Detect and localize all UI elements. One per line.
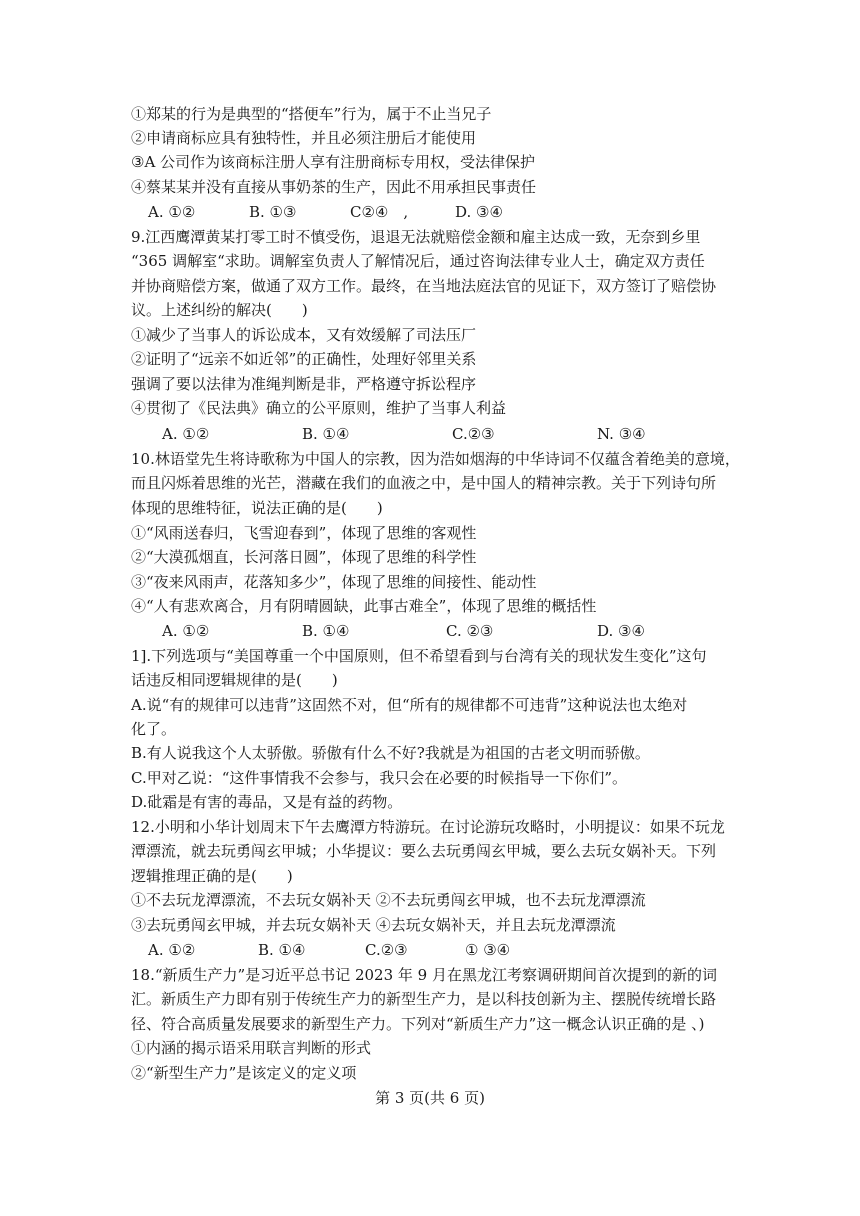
answer-statement-3: ③A 公司作为该商标注册人享有注册商标专用权，受法律保护: [131, 153, 536, 171]
question-9-statement: ①减少了当事人的诉讼成本，又有效缓解了司法压厂: [131, 326, 477, 344]
question-13-stem: 汇。新质生产力即有别于传统生产力的新型生产力，是以科技创新为主、摆脱传统增长路: [131, 990, 717, 1008]
question-12-stem: 潭漂流，就去玩勇闯玄甲城；小华提议：要么去玩勇闯玄甲城，要么去玩女娲补天。下列: [131, 842, 717, 860]
question-10-statement: ④“人有悲欢离合，月有阴晴圆缺，此事古难全”，体现了思维的概括性: [131, 597, 597, 615]
question-12-stem: 逻辑推理正确的是( ): [131, 867, 293, 885]
option-c: C②④ ,: [350, 203, 409, 221]
question-9-statement: ④贯彻了《民法典》确立的公平原则，维护了当事人利益: [131, 399, 507, 417]
option-b: B. ①④: [258, 941, 306, 959]
question-9-statement: 强调了要以法律为准绳判断是非，严格遵守拆讼程序: [131, 375, 477, 393]
option-d: ① ③④: [465, 941, 511, 959]
option-b: B. ①④: [302, 425, 350, 443]
option-c: C.②③: [365, 941, 408, 959]
option-b: B. ①④: [302, 622, 350, 640]
question-9-stem: “365 调解室“求助。调解室负责人了解情况后，通过咨询法律专业人士，确定双方责任: [131, 252, 705, 270]
answer-statement-2: ②申请商标应具有独特性，并且必须注册后才能使用: [131, 129, 477, 147]
question-11-stem: 1].下列选项与“美国尊重一个中国原则，但不希望看到与台湾有关的现状发生变化”这句: [131, 647, 707, 665]
question-9-stem: 并协商赔偿方案，做通了双方工作。最终，在当地法庭法官的见证下，双方签订了赔偿协: [131, 277, 717, 295]
page-number-footer: 第 3 页(共 6 页): [375, 1089, 485, 1107]
question-13-statement: ①内涵的揭示语采用联言判断的形式: [131, 1039, 372, 1057]
question-9-stem: 议。上述纠纷的解决( ): [131, 301, 308, 319]
question-12-statement: ③去玩勇闯玄甲城，并去玩女娲补天 ④去玩女娲补天，并且去玩龙潭漂流: [131, 916, 616, 934]
question-10-statement: ①“风雨送春归，飞雪迎春到”，体现了思维的客观性: [131, 524, 477, 542]
question-11-option-b: B.有人说我这个人太骄傲。骄傲有什么不好?我就是为祖国的古老文明而骄傲。: [131, 744, 650, 762]
answer-statement-4: ④蔡某某并没有直接从事奶茶的生产，因此不用承担民事责任: [131, 178, 537, 196]
question-10-statement: ②“大漠孤烟直，长河落日圆”，体现了思维的科学性: [131, 548, 477, 566]
question-11-option-d: D.砒霜是有害的毒品，又是有益的药物。: [131, 793, 403, 811]
question-9-stem: 9.江西鹰潭黄某打零工时不慎受伤，退退无法就赔偿金额和雇主达成一致，无奈到乡里: [131, 228, 701, 246]
option-d: D. ③④: [597, 622, 645, 640]
question-10-statement: ③“夜来风雨声，花落知多少”，体现了思维的间接性、能动性: [131, 573, 537, 591]
option-a: A. ①②: [162, 425, 210, 443]
question-12-statement: ①不去玩龙潭漂流，不去玩女娲补天 ②不去玩勇闯玄甲城，也不去玩龙潭漂流: [131, 891, 646, 909]
question-12-stem: 12.小明和小华计划周末下午去鹰潭方特游玩。在讨论游玩攻略时，小明提议：如果不玩龙: [131, 818, 725, 836]
question-10-stem: 10.林语堂先生将诗歌称为中国人的宗教，因为浩如烟海的中华诗词不仅蕴含着绝美的意境，: [131, 450, 740, 468]
option-a: A. ①②: [162, 622, 210, 640]
option-b: B. ①③: [249, 203, 297, 221]
question-11-option-a: A.说“有的规律可以违背”这固然不对，但“所有的规律都不可违背”这种说法也太绝对: [131, 696, 688, 714]
question-13-stem: 18.“新质生产力”是习近平总书记 2023 年 9 月在黑龙江考察调研期间首次提到的新的词: [131, 966, 717, 984]
option-a: A. ①②: [148, 203, 196, 221]
question-9-statement: ②证明了“远亲不如近邻”的正确性，处理好邻里关系: [131, 350, 477, 368]
answer-statement-1: ①郑某的行为是典型的“搭便车”行为，属于不止当兄子: [131, 105, 492, 123]
question-10-stem: 体现的思维特征，说法正确的是( ): [131, 499, 383, 517]
question-10-stem: 而且闪烁着思维的光芒，潜藏在我们的血液之中，是中国人的精神宗教。关于下列诗句所: [131, 474, 717, 492]
question-13-statement: ②“新型生产力”是该定义的定义项: [131, 1064, 357, 1082]
option-c: C.②③: [452, 425, 495, 443]
option-a: A. ①②: [148, 941, 196, 959]
question-11-option-a: 化了。: [131, 720, 177, 738]
option-d: D. ③④: [455, 203, 503, 221]
question-13-stem: 径、符合高质量发展要求的新型生产力。下列对“新质生产力”这一概念认识正确的是 、): [131, 1015, 705, 1033]
question-11-option-c: C.甲对乙说：“这件事情我不会参与，我只会在必要的时候指导一下你们”。: [131, 769, 628, 787]
question-11-stem: 话违反相同逻辑规律的是( ): [131, 671, 338, 689]
option-c: C. ②③: [446, 622, 494, 640]
option-d: N. ③④: [597, 425, 646, 443]
